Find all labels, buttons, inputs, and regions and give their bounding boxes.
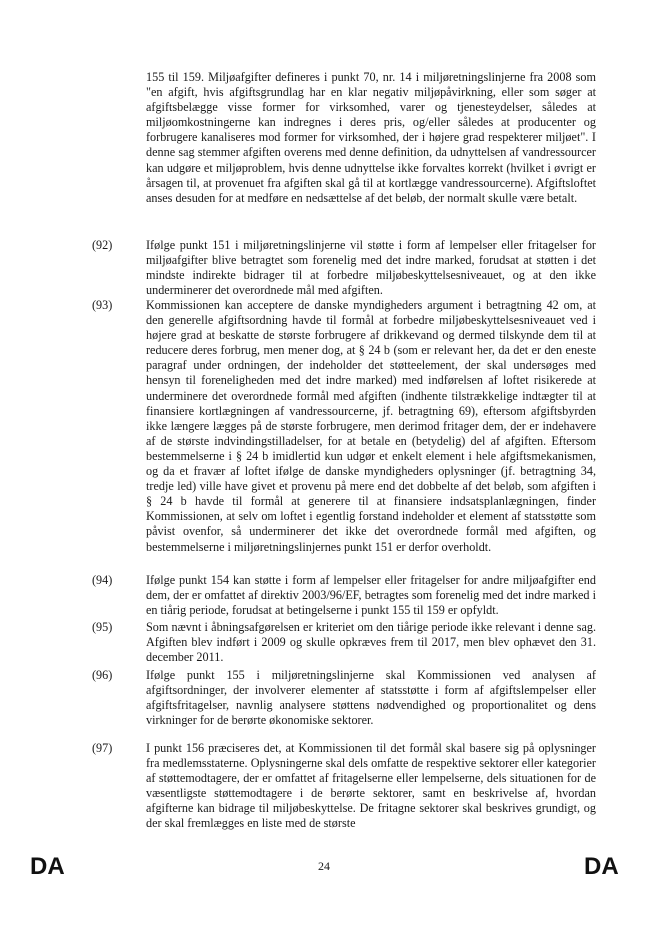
paragraph-text: Kommissionen kan acceptere de danske myndigheders argument i betragtning 42 om, at den generelle afgiftsordning havde til formål at forbedre miljøbeskyttelsesniveauet ved i højere grad at beskatte de største forbrugere af drikkevand og dermed tilskynde dem til at reducere deres forbrug, men mener dog, at § 24 b (som er relevant her, da det er den eneste paragraf under ordningen, der indeholder det støtteelement, der skal undersøges med hensyn til foreneligheden med det indre marked) med indførelsen af loftet risikerede at underminere det overordnede formål med afgiften (indhente tilstrækkelige indtægter til at finansiere kortlægningen af vandressourcerne, jf. betragtning 69), eftersom afgiftsbyrden ikke længere lægges på de største forbrugere, men derimod fritager dem, der er indehavere af de største indvindingstilladelser, for at betale en (betydelig) del af afgiften. Eftersom bestemmelserne i § 24 b imidlertid kun udgør et enkelt element i hele afgiftsmekanismen, og da et fravær af loftet ifølge de danske myndigheders oplysninger (jf. betragtning 34, tredje led) ville have givet et provenu på mere end det dobbelte af det beløb, som afgiften i § 24 b havde til formål at generere til at finansiere indsatsplanlægningen, finder Kommissionen, at selv om loftet i egentlig forstand indeholder et element af statsstøtte som påvist ovenfor, så underminerer det ikke det overordnede formål med afgiften, og bestemmelserne i miljøretningslinjernes punkt 151 er derfor overholdt. xyxy=(146,298,596,554)
paragraph-text: Ifølge punkt 151 i miljøretningslinjerne vil støtte i form af lempelser eller fritagelser for miljøafgifter blive betragtet som forenelig med det indre marked, forudsat at støtten i det mindste indirekte bidrager til at forbedre miljøbeskyttelsesniveauet, og at den ikke underminerer det overordnede mål med afgiften. xyxy=(146,238,596,298)
paragraph-number: (94) xyxy=(92,573,113,587)
paragraph-number: (92) xyxy=(92,238,113,252)
paragraph-95 xyxy=(92,620,596,665)
paragraph-number: (93) xyxy=(92,298,113,312)
paragraph-number: (97) xyxy=(92,741,113,755)
paragraph-text: I punkt 156 præciseres det, at Kommissionen til det formål skal basere sig på oplysninger fra medlemsstaterne. Oplysningerne skal dels omfatte de respektive sektorer eller kategorier af støttemodtagere, der er omfattet af fritagelserne eller lempelserne, dels situationen for de væsentligste støttemodtagere i de berørte sektorer, samt en beskrivelse af, hvordan afgifterne kan bidrage til miljøbeskyttelse. De fritagne sektorer skal beskrives grundigt, og der skal fremlægges en liste med de største xyxy=(146,741,596,831)
paragraph-number: (96) xyxy=(92,668,113,682)
paragraph-text: Som nævnt i åbningsafgørelsen er kriteriet om den tiårige periode ikke relevant i denne sag. Afgiften blev indført i 2009 og skulle opkræves frem til 2017, men blev ophævet den 31. december 2011. xyxy=(146,620,596,665)
continued-paragraph: 155 til 159. Miljøafgifter defineres i punkt 70, nr. 14 i miljøretningslinjerne fra 2008 som "en afgift, hvis afgiftsgrundlag har en klar negativ miljøpåvirkning, eller som søger at afgiftsbelægge visse former for virksomhed, varer og tjenesteydelser, således at miljøomkostningerne kan indregnes i deres pris, og/eller således at producenter og forbrugere kanaliseres mod former for virksomhed, der i højere grad respekterer miljøet". I denne sag stemmer afgiften overens med denne definition, da udnyttelsen af vandressourcer kan udgøre et miljøproblem, hvis denne udnyttelse ikke forvaltes korrekt (hvilket i øvrigt er årsagen til, at provenuet fra afgiften skal gå til at kortlægge vandressourcerne). Afgiftsloftet anses desuden for at medføre en nedsættelse af det beløb, der normalt skulle være betalt. xyxy=(146,70,596,205)
paragraph-number: (95) xyxy=(92,620,113,634)
language-code-left: DA xyxy=(30,853,65,880)
paragraph-96 xyxy=(92,668,596,728)
page-number: 24 xyxy=(318,859,330,873)
paragraph-text: Ifølge punkt 155 i miljøretningslinjerne skal Kommissionen ved analysen af afgiftsordninger, der involverer elementer af statsstøtte i form af afgiftslempelser eller afgiftsfritagelser, navnlig analysere støttens nødvendighed og proportionalitet og dens virkninger for de berørte økonomiske sektorer. xyxy=(146,668,596,728)
paragraph-97 xyxy=(92,741,596,832)
paragraph-94 xyxy=(92,573,596,618)
paragraph-93 xyxy=(92,298,596,555)
language-code-right: DA xyxy=(584,853,619,880)
paragraph-92 xyxy=(92,238,596,298)
paragraph-text: Ifølge punkt 154 kan støtte i form af lempelser eller fritagelser for andre miljøafgifter end dem, der er omfattet af direktiv 2003/96/EF, betragtes som forenelig med det indre marked i en tiårig periode, forudsat at betingelserne i punkt 155 til 159 er opfyldt. xyxy=(146,573,596,618)
